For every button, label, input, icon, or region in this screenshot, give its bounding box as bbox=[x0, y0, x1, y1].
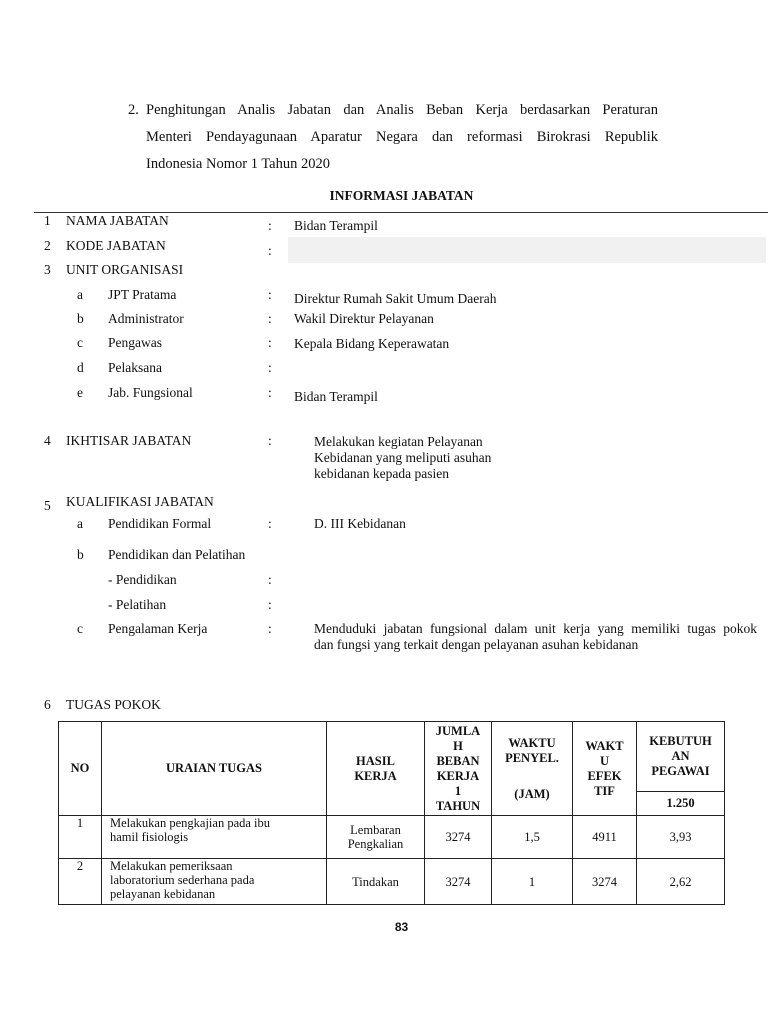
row-uraian-line: hamil fisiologis bbox=[110, 830, 189, 844]
colon: : bbox=[268, 360, 272, 375]
row-efektif: 3274 bbox=[573, 859, 637, 905]
colon: : bbox=[268, 287, 272, 302]
sub-letter: b bbox=[77, 547, 84, 562]
colon: : bbox=[268, 385, 272, 400]
intro-line: Penghitungan Analis Jabatan dan Analis Beban Kerja berdasarkan Peraturan bbox=[146, 102, 658, 118]
pengalaman-line: Menduduki jabatan fungsional dalam unit kerja yang memiliki tugas pokok bbox=[314, 621, 757, 636]
header-hasil-kerja bbox=[327, 722, 425, 816]
header-efektif-line: TIF bbox=[594, 783, 615, 798]
item-number: 3 bbox=[44, 262, 51, 277]
header-efektif-line: WAKT bbox=[585, 738, 624, 753]
intro-line: Menteri Pendayagunaan Aparatur Negara dan reformasi Birokrasi Republik bbox=[146, 129, 658, 145]
unit-organisasi-label: UNIT ORGANISASI bbox=[66, 262, 184, 277]
jab-fungsional-value: Bidan Terampil bbox=[294, 389, 378, 404]
row-waktu: 1,5 bbox=[492, 816, 573, 859]
kualifikasi-jabatan-label: KUALIFIKASI JABATAN bbox=[66, 494, 214, 509]
item-number: 5 bbox=[44, 498, 51, 513]
nama-jabatan-value: Bidan Terampil bbox=[294, 218, 378, 233]
nama-jabatan-label: NAMA JABATAN bbox=[66, 213, 169, 228]
header-waktu-line: WAKTU bbox=[508, 735, 556, 750]
header-no: NO bbox=[59, 722, 102, 816]
kode-jabatan-label: KODE JABATAN bbox=[66, 238, 166, 253]
row-uraian-line: laboratorium sederhana pada bbox=[110, 873, 255, 887]
header-jumlah-line: KERJA bbox=[436, 768, 480, 783]
table-row bbox=[59, 859, 725, 905]
colon: : bbox=[268, 572, 272, 587]
kebutuhan-total: 1.250 bbox=[637, 792, 725, 816]
administrator-value: Wakil Direktur Pelayanan bbox=[294, 311, 434, 326]
header-hasil-line: HASIL bbox=[356, 753, 395, 768]
ikhtisar-line: Kebidanan yang meliputi asuhan bbox=[314, 450, 492, 465]
ikhtisar-line: Melakukan kegiatan Pelayanan bbox=[314, 434, 483, 449]
pendidikan-formal-value: D. III Kebidanan bbox=[314, 516, 406, 531]
table-row bbox=[59, 816, 725, 859]
sub-letter: c bbox=[77, 621, 83, 636]
pelaksana-label: Pelaksana bbox=[108, 360, 162, 375]
pelatihan-label: - Pelatihan bbox=[108, 597, 167, 612]
colon: : bbox=[268, 243, 272, 258]
item-number: 1 bbox=[44, 213, 51, 228]
header-waktu-unit: (JAM) bbox=[514, 786, 550, 801]
sub-letter: a bbox=[77, 516, 83, 531]
colon: : bbox=[268, 335, 272, 350]
intro-paragraph bbox=[146, 97, 658, 178]
colon: : bbox=[268, 218, 272, 233]
row-kebutuhan: 2,62 bbox=[637, 859, 725, 905]
pendidikan-formal-label: Pendidikan Formal bbox=[108, 516, 212, 531]
pendidikan-pelatihan-label: Pendidikan dan Pelatihan bbox=[108, 547, 246, 562]
header-uraian-tugas: URAIAN TUGAS bbox=[102, 722, 327, 816]
header-kebutuhan-line: KEBUTUH bbox=[649, 734, 712, 748]
item-number: 2 bbox=[44, 238, 51, 253]
item-number: 6 bbox=[44, 697, 51, 712]
header-waktu-efektif bbox=[573, 722, 637, 816]
row-efektif: 4911 bbox=[573, 816, 637, 859]
row-uraian bbox=[102, 816, 327, 859]
ikhtisar-jabatan-text bbox=[314, 434, 491, 482]
sub-letter: c bbox=[77, 335, 83, 350]
row-uraian-line: Melakukan pengkajian pada ibu bbox=[110, 816, 271, 830]
tugas-pokok-table bbox=[58, 721, 725, 905]
colon: : bbox=[268, 311, 272, 326]
row-waktu: 1 bbox=[492, 859, 573, 905]
header-jumlah-line: H bbox=[453, 738, 463, 753]
sub-letter: e bbox=[77, 385, 83, 400]
header-waktu-penyelesaian bbox=[492, 722, 573, 816]
row-hasil-line: Pengkalian bbox=[347, 837, 404, 851]
header-kebutuhan-line: AN bbox=[671, 749, 690, 763]
header-jumlah-beban bbox=[425, 722, 492, 816]
ikhtisar-line: kebidanan kepada pasien bbox=[314, 466, 449, 481]
jab-fungsional-label: Jab. Fungsional bbox=[108, 385, 193, 400]
jpt-pratama-label: JPT Pratama bbox=[108, 287, 177, 302]
tugas-pokok-label: TUGAS POKOK bbox=[66, 697, 161, 712]
intro-number: 2. bbox=[128, 102, 139, 118]
sub-letter: d bbox=[77, 360, 84, 375]
row-jumlah: 3274 bbox=[425, 816, 492, 859]
jpt-pratama-value: Direktur Rumah Sakit Umum Daerah bbox=[294, 291, 497, 306]
row-uraian-line: pelayanan kebidanan bbox=[110, 887, 216, 901]
row-hasil-line: Lembaran bbox=[350, 823, 401, 837]
header-jumlah-line: 1 bbox=[454, 783, 462, 798]
header-kebutuhan-line: PEGAWAI bbox=[651, 764, 710, 778]
section-title: INFORMASI JABATAN bbox=[329, 188, 474, 203]
header-jumlah-line: BEBAN bbox=[436, 753, 480, 768]
row-jumlah: 3274 bbox=[425, 859, 492, 905]
colon: : bbox=[268, 621, 272, 636]
row-no: 1 bbox=[59, 816, 102, 859]
intro-line: Indonesia Nomor 1 Tahun 2020 bbox=[146, 156, 330, 172]
header-kebutuhan-pegawai bbox=[637, 722, 725, 792]
item-number: 4 bbox=[44, 433, 51, 448]
pengalaman-kerja-label: Pengalaman Kerja bbox=[108, 621, 208, 636]
row-uraian bbox=[102, 859, 327, 905]
colon: : bbox=[268, 433, 272, 448]
page-number: 83 bbox=[394, 920, 409, 934]
ikhtisar-jabatan-label: IKHTISAR JABATAN bbox=[66, 433, 192, 448]
sub-letter: a bbox=[77, 287, 83, 302]
pendidikan-label: - Pendidikan bbox=[108, 572, 177, 587]
pengawas-value: Kepala Bidang Keperawatan bbox=[294, 336, 450, 351]
header-jumlah-line: TAHUN bbox=[435, 798, 481, 813]
header-efektif-line: U bbox=[599, 753, 610, 768]
header-waktu-line: PENYEL. bbox=[505, 750, 559, 765]
kode-jabatan-field bbox=[288, 237, 766, 263]
pengawas-label: Pengawas bbox=[108, 335, 162, 350]
administrator-label: Administrator bbox=[108, 311, 184, 326]
header-jumlah-line: JUMLA bbox=[435, 723, 481, 738]
pengalaman-line: dan fungsi yang terkait dengan pelayanan asuhan kebidanan bbox=[314, 637, 639, 652]
header-hasil-line: KERJA bbox=[354, 768, 397, 783]
colon: : bbox=[268, 516, 272, 531]
header-efektif-line: EFEK bbox=[587, 768, 622, 783]
row-uraian-line: Melakukan pemeriksaan bbox=[110, 859, 233, 873]
colon: : bbox=[268, 597, 272, 612]
sub-letter: b bbox=[77, 311, 84, 326]
row-kebutuhan: 3,93 bbox=[637, 816, 725, 859]
row-hasil bbox=[327, 816, 425, 859]
row-hasil: Tindakan bbox=[327, 859, 425, 905]
pengalaman-kerja-text bbox=[314, 621, 757, 653]
row-no: 2 bbox=[59, 859, 102, 905]
